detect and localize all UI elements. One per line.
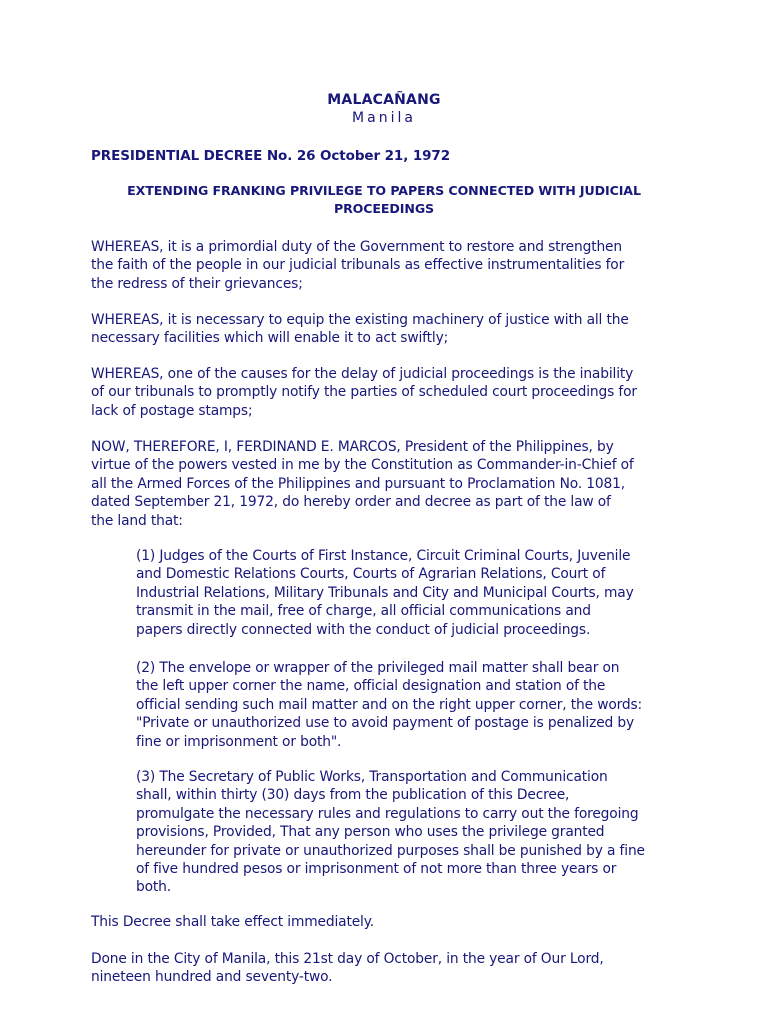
text-line: transmit in the mail, free of charge, all official communications and (136, 603, 591, 620)
text-line: lack of postage stamps; (91, 402, 253, 419)
text-line: fine or imprisonment or both". (136, 733, 342, 750)
decree-title-line: PROCEEDINGS (333, 201, 435, 216)
decree-title (100, 182, 668, 218)
text-line: hereunder for private or unauthorized purposes shall be punished by a fine (136, 842, 645, 859)
text-line: nineteen hundred and seventy-two. (91, 969, 333, 986)
provision-1 (136, 547, 684, 639)
text-line: official sending such mail matter and on the right upper corner, the words: (136, 696, 643, 713)
text-line: of five hundred pesos or imprisonment of not more than three years or (136, 861, 617, 878)
done-paragraph (91, 950, 691, 987)
text-line: This Decree shall take effect immediately. (91, 914, 375, 930)
text-line: Done in the City of Manila, this 21st day of October, in the year of Our Lord, (91, 951, 604, 967)
effectivity-paragraph (91, 913, 691, 931)
whereas-paragraph-3 (91, 365, 691, 420)
text-line: shall, within thirty (30) days from the publication of this Decree, (136, 787, 570, 804)
text-line: dated September 21, 1972, do hereby order and decree as part of the law of (91, 494, 611, 511)
text-line: the faith of the people in our judicial tribunals as effective instrumentalities for (91, 257, 625, 274)
text-line: NOW, THEREFORE, I, FERDINAND E. MARCOS, President of the Philippines, by (91, 439, 614, 455)
text-line: "Private or unauthorized use to avoid payment of postage is penalized by (136, 715, 635, 732)
provision-3 (136, 768, 684, 897)
city-subheading: Manila (352, 110, 416, 126)
text-line: the left upper corner the name, official designation and station of the (136, 678, 606, 695)
text-line: WHEREAS, one of the causes for the delay of judicial proceedings is the inability (91, 366, 634, 382)
text-line: the redress of their grievances; (91, 275, 303, 292)
text-line: provisions, Provided, That any person who uses the privilege granted (136, 824, 605, 841)
decree-title-line: EXTENDING FRANKING PRIVILEGE TO PAPERS CONNECTED WITH JUDICIAL (127, 183, 641, 198)
now-therefore-paragraph (91, 438, 691, 530)
text-line: (3) The Secretary of Public Works, Transportation and Communication (136, 769, 608, 785)
text-line: of our tribunals to promptly notify the parties of scheduled court proceedings for (91, 384, 637, 401)
whereas-paragraph-2 (91, 311, 691, 348)
text-line: virtue of the powers vested in me by the Constitution as Commander-in-Chief of (91, 457, 634, 474)
text-line: both. (136, 879, 171, 896)
text-line: promulgate the necessary rules and regulations to carry out the foregoing (136, 805, 639, 822)
text-line: (2) The envelope or wrapper of the privileged mail matter shall bear on (136, 660, 620, 676)
office-heading: MALACAÑANG (327, 92, 441, 108)
text-line: and Domestic Relations Courts, Courts of Agrarian Relations, Court of (136, 566, 606, 583)
provision-2 (136, 659, 684, 751)
decree-number-date: PRESIDENTIAL DECREE No. 26 October 21, 1972 (91, 148, 451, 164)
text-line: all the Armed Forces of the Philippines and pursuant to Proclamation No. 1081, (91, 475, 626, 492)
text-line: Industrial Relations, Military Tribunals and City and Municipal Courts, may (136, 584, 634, 601)
text-line: the land that: (91, 512, 183, 529)
text-line: papers directly connected with the conduct of judicial proceedings. (136, 621, 591, 638)
text-line: WHEREAS, it is necessary to equip the existing machinery of justice with all the (91, 312, 629, 328)
text-line: (1) Judges of the Courts of First Instance, Circuit Criminal Courts, Juvenile (136, 548, 631, 564)
whereas-paragraph-1 (91, 238, 691, 293)
text-line: WHEREAS, it is a primordial duty of the Government to restore and strengthen (91, 239, 622, 255)
text-line: necessary facilities which will enable it to act swiftly; (91, 330, 449, 347)
